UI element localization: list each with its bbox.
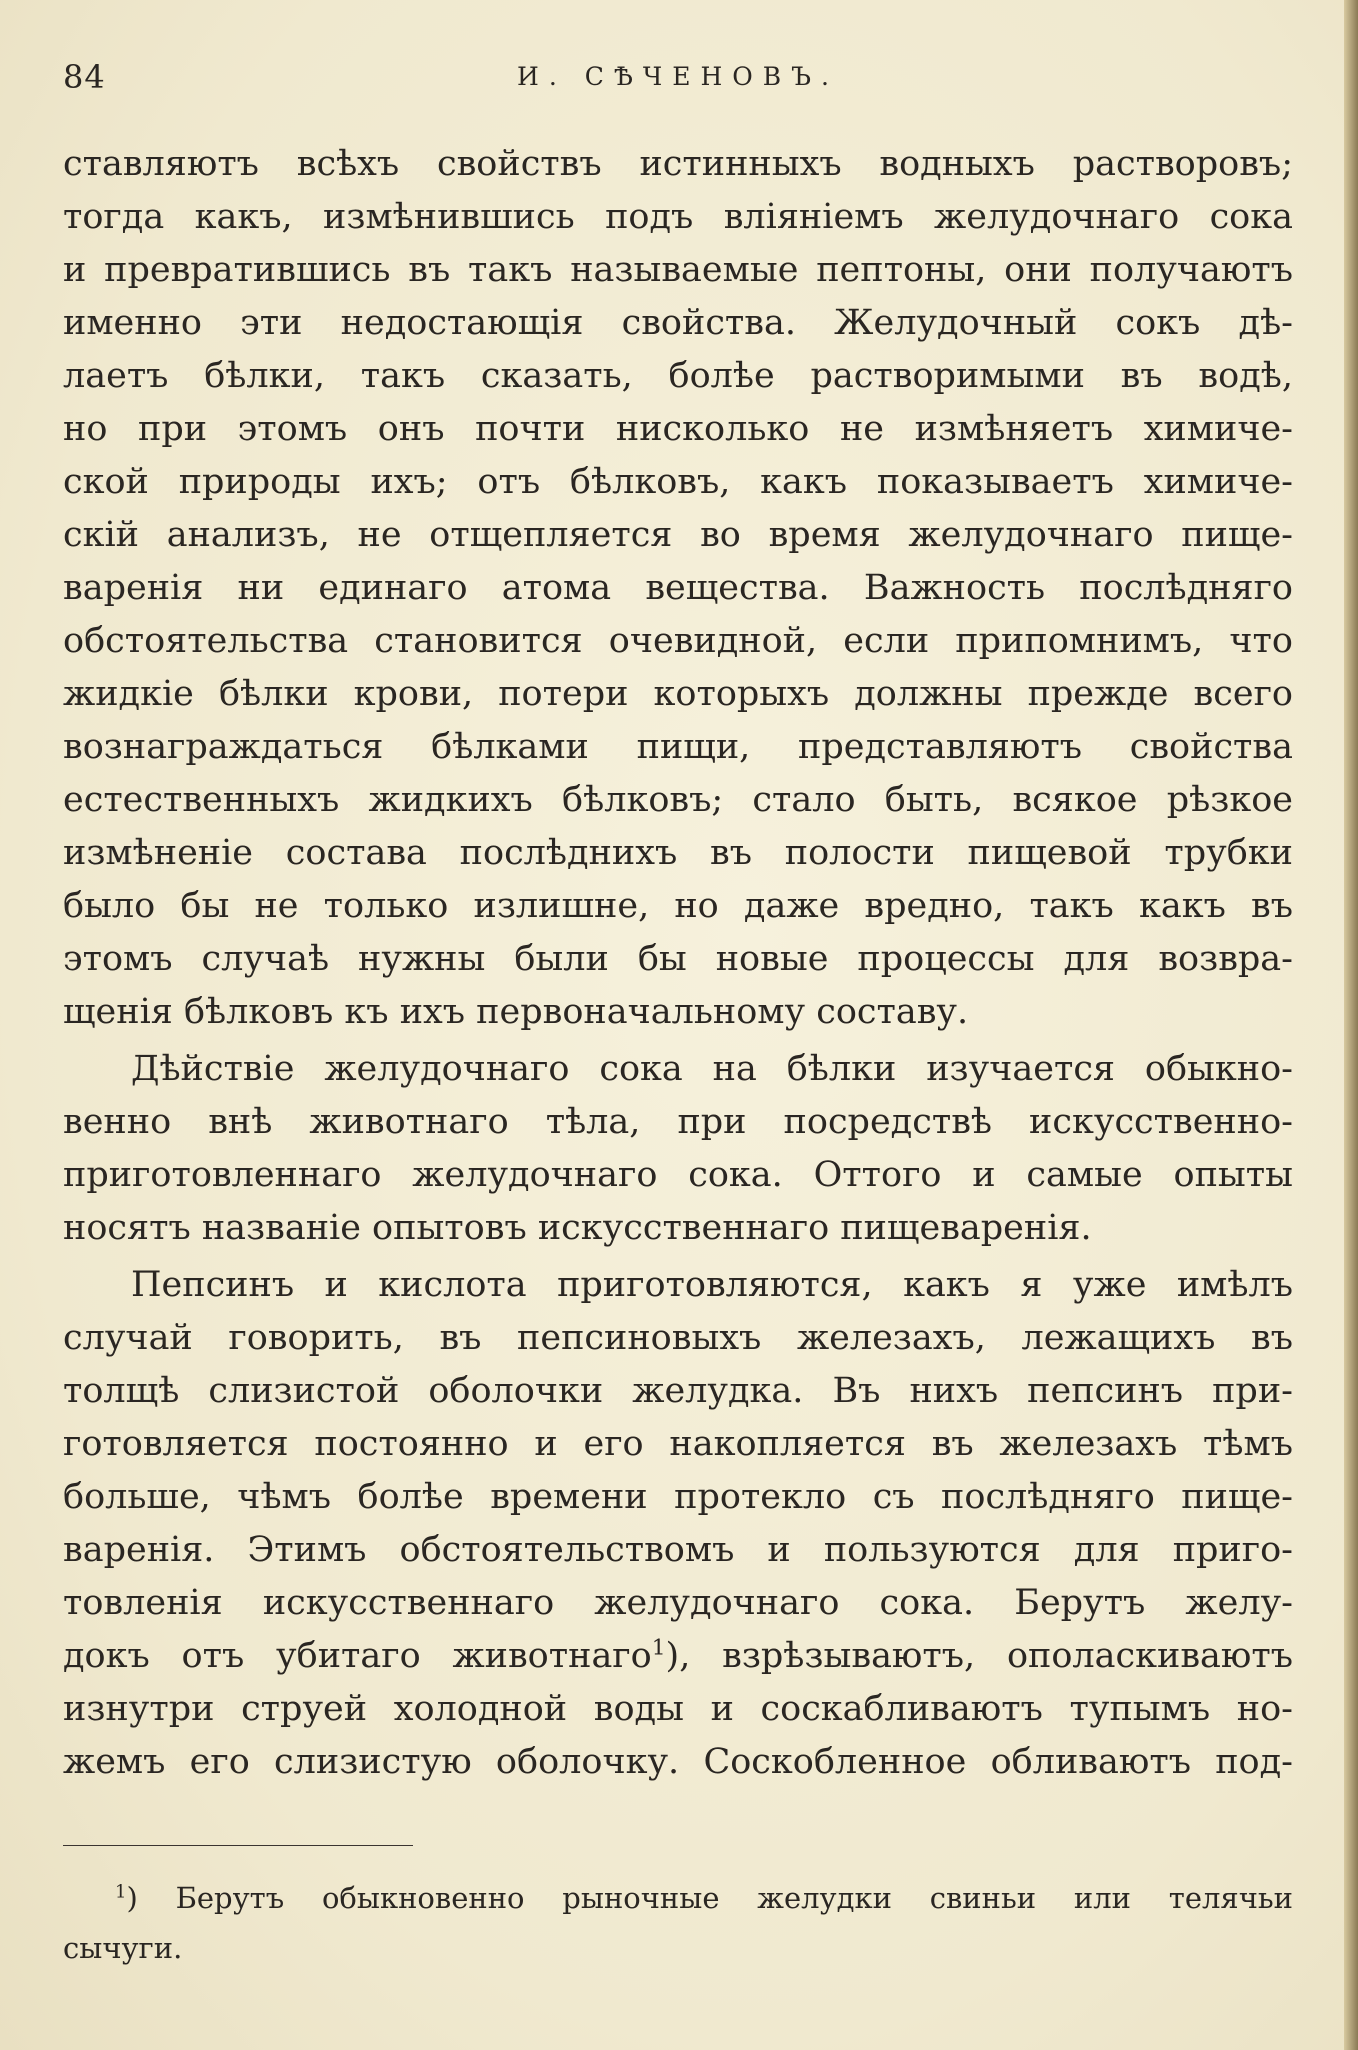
text-line: готовляется постоянно и его накопляется въ железахъ тѣмъ [63,1424,1293,1464]
text-line: вознаграждаться бѣлками пищи, представляютъ свойства [63,727,1293,767]
text-line: этомъ случаѣ нужны были бы новые процессы для возвра- [63,939,1293,979]
text-line: естественныхъ жидкихъ бѣлковъ; стало быть, всякое рѣзкое [63,780,1293,820]
footnote-line: сычуги. [63,1931,183,1965]
text-line: товленія искусственнаго желудочнаго сока. Берутъ желу- [63,1583,1293,1623]
text-line: изнутри струей холодной воды и соскабливаютъ тупымъ но- [63,1689,1293,1729]
text-line: Пепсинъ и кислота приготовляются, какъ я уже имѣлъ [131,1265,1293,1305]
text-line: Дѣйствіе желудочнаго сока на бѣлки изучается обыкно- [131,1049,1293,1089]
footnote-marker: 1 [115,1881,127,1903]
text-line: лаетъ бѣлки, такъ сказать, болѣе растворимыми въ водѣ, [63,356,1293,396]
text-line: носятъ названіе опытовъ искусственнаго пищеваренія. [63,1208,1092,1248]
footnote-text: ) Берутъ обыкновенно рыночные желудки свиньи или телячьи [126,1881,1293,1915]
text-line: щенія бѣлковъ къ ихъ первоначальному составу. [63,992,969,1032]
text-line: больше, чѣмъ болѣе времени протекло съ послѣдняго пище- [63,1477,1293,1517]
page-header [63,52,1293,102]
page-number: 84 [63,58,106,96]
text-segment: докъ отъ убитаго животнаго [63,1636,652,1676]
footnote [63,1873,1293,1973]
text-line: толщѣ слизистой оболочки желудка. Въ нихъ пепсинъ при- [63,1371,1293,1411]
page-edge-shadow [1344,0,1358,2050]
text-segment: ), взрѣзываютъ, ополаскиваютъ [665,1636,1293,1676]
text-line: обстоятельства становится очевидной, если припомнимъ, что [63,621,1293,661]
footnote-line [63,1873,1293,1923]
text-line: тогда какъ, измѣнившись подъ вліяніемъ желудочнаго сока [63,197,1293,237]
text-line: и превратившись въ такъ называемые пептоны, они получаютъ [63,250,1293,290]
running-head: И. СѢЧЕНОВЪ. [517,62,839,91]
body-text [63,138,1293,1789]
text-line: венно внѣ животнаго тѣла, при посредствѣ искусственно- [63,1102,1293,1142]
text-line: измѣненіе состава послѣднихъ въ полости пищевой трубки [63,833,1293,873]
footnote-reference[interactable]: 1 [651,1635,666,1661]
text-line [63,1630,1293,1683]
text-line: скій анализъ, не отщепляется во время желудочнаго пище- [63,515,1293,555]
text-line: варенія ни единаго атома вещества. Важность послѣдняго [63,568,1293,608]
text-line: жидкіе бѣлки крови, потери которыхъ должны прежде всего [63,674,1293,714]
text-line: жемъ его слизистую оболочку. Соскобленное обливаютъ под- [63,1742,1293,1782]
text-line: но при этомъ онъ почти нисколько не измѣняетъ химиче- [63,409,1293,449]
text-line: приготовленнаго желудочнаго сока. Оттого и самые опыты [63,1155,1293,1195]
text-line: ставляютъ всѣхъ свойствъ истинныхъ водныхъ растворовъ; [63,144,1293,184]
text-line: было бы не только излишне, но даже вредно, такъ какъ въ [63,886,1293,926]
footnote-divider [63,1845,413,1846]
text-line: варенія. Этимъ обстоятельствомъ и пользуются для приго- [63,1530,1293,1570]
text-line: именно эти недостающія свойства. Желудочный сокъ дѣ- [63,303,1293,343]
text-line: ской природы ихъ; отъ бѣлковъ, какъ показываетъ химиче- [63,462,1293,502]
text-line: случай говорить, въ пепсиновыхъ железахъ, лежащихъ въ [63,1318,1293,1358]
